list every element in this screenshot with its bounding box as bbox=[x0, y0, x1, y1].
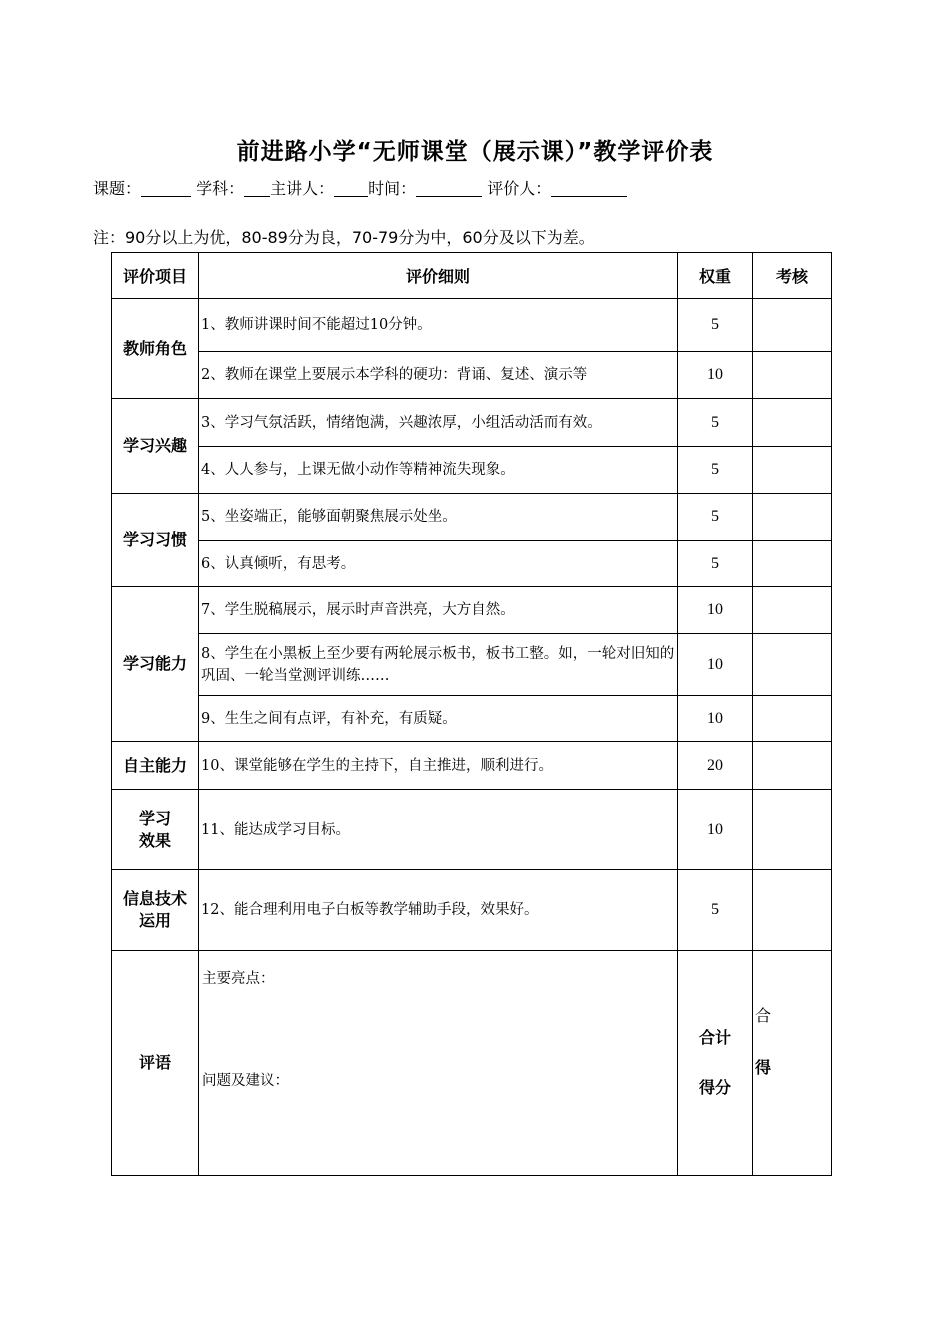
header-weight: 权重 bbox=[678, 253, 753, 299]
score-cell[interactable] bbox=[753, 399, 832, 447]
criterion-weight: 5 bbox=[678, 299, 753, 352]
criterion-detail: 4、人人参与，上课无做小动作等精神流失现象。 bbox=[199, 447, 678, 494]
criterion-detail: 8、学生在小黑板上至少要有两轮展示板书，板书工整。如，一轮对旧知的巩固、一轮当堂测评训练…… bbox=[199, 634, 678, 696]
criterion-weight: 5 bbox=[678, 447, 753, 494]
total-label-line1: 合计 bbox=[698, 1028, 731, 1047]
total-score-label bbox=[678, 951, 753, 1176]
criterion-weight: 5 bbox=[678, 399, 753, 447]
category-effect: 学习 效果 bbox=[112, 790, 199, 870]
criterion-detail: 11、能达成学习目标。 bbox=[199, 790, 678, 870]
category-habit: 学习习惯 bbox=[112, 494, 199, 587]
category-interest: 学习兴趣 bbox=[112, 399, 199, 494]
criterion-detail: 6、认真倾听，有思考。 bbox=[199, 541, 678, 587]
criterion-weight: 5 bbox=[678, 870, 753, 951]
criterion-detail: 9、生生之间有点评，有补充，有质疑。 bbox=[199, 696, 678, 742]
table-row bbox=[112, 742, 832, 790]
evaluator-field[interactable] bbox=[551, 180, 627, 197]
score-cell[interactable] bbox=[753, 541, 832, 587]
evaluator-label: 评价人： bbox=[487, 179, 552, 198]
highlights-label: 主要亮点： bbox=[202, 971, 275, 987]
table-row bbox=[112, 299, 832, 352]
got-text-1: 合 bbox=[755, 1006, 772, 1025]
criterion-detail: 5、坐姿端正，能够面朝聚焦展示处坐。 bbox=[199, 494, 678, 541]
table-row bbox=[112, 790, 832, 870]
total-score-cell[interactable] bbox=[753, 951, 832, 1176]
category-remarks: 评语 bbox=[112, 951, 199, 1176]
score-cell[interactable] bbox=[753, 352, 832, 399]
topic-label: 课题： bbox=[93, 179, 142, 198]
criterion-detail: 3、学习气氛活跃，情绪饱满，兴趣浓厚，小组活动活而有效。 bbox=[199, 399, 678, 447]
score-cell[interactable] bbox=[753, 790, 832, 870]
time-label: 时间： bbox=[368, 179, 417, 198]
header-item: 评价项目 bbox=[112, 253, 199, 299]
time-field[interactable] bbox=[416, 180, 482, 197]
remarks-cell[interactable] bbox=[199, 951, 678, 1176]
category-tech: 信息技术 运用 bbox=[112, 870, 199, 951]
score-cell[interactable] bbox=[753, 587, 832, 634]
score-cell[interactable] bbox=[753, 634, 832, 696]
header-check: 考核 bbox=[753, 253, 832, 299]
total-label-line2: 得分 bbox=[698, 1078, 731, 1097]
criterion-weight: 5 bbox=[678, 541, 753, 587]
table-row bbox=[112, 587, 832, 634]
criterion-weight: 10 bbox=[678, 634, 753, 696]
grading-note: 注：90分以上为优，80-89分为良，70-79分为中，60分及以下为差。 bbox=[93, 228, 595, 247]
table-row bbox=[112, 634, 832, 696]
page-title: 前进路小学“无师课堂（展示课）”教学评价表 bbox=[236, 139, 714, 165]
evaluation-table bbox=[111, 252, 832, 1176]
criterion-detail: 2、教师在课堂上要展示本学科的硬功：背诵、复述、演示等 bbox=[199, 352, 678, 399]
subject-label: 学科： bbox=[196, 179, 245, 198]
category-ability: 学习能力 bbox=[112, 587, 199, 742]
table-row bbox=[112, 399, 832, 447]
table-header-row bbox=[112, 253, 832, 299]
speaker-label: 主讲人： bbox=[270, 179, 335, 198]
score-cell[interactable] bbox=[753, 742, 832, 790]
table-row bbox=[112, 870, 832, 951]
remarks-row bbox=[112, 951, 832, 1176]
score-cell[interactable] bbox=[753, 870, 832, 951]
category-autonomy: 自主能力 bbox=[112, 742, 199, 790]
table-row bbox=[112, 494, 832, 541]
criterion-detail: 1、教师讲课时间不能超过10分钟。 bbox=[199, 299, 678, 352]
table-row bbox=[112, 447, 832, 494]
criterion-detail: 12、能合理利用电子白板等教学辅助手段，效果好。 bbox=[199, 870, 678, 951]
score-cell[interactable] bbox=[753, 494, 832, 541]
criterion-weight: 10 bbox=[678, 352, 753, 399]
table-row bbox=[112, 541, 832, 587]
category-teacher: 教师角色 bbox=[112, 299, 199, 399]
form-meta-line bbox=[93, 176, 627, 199]
criterion-detail: 10、课堂能够在学生的主持下，自主推进，顺利进行。 bbox=[199, 742, 678, 790]
score-cell[interactable] bbox=[753, 696, 832, 742]
score-cell[interactable] bbox=[753, 447, 832, 494]
speaker-field[interactable] bbox=[334, 180, 368, 197]
score-cell[interactable] bbox=[753, 299, 832, 352]
table-row bbox=[112, 352, 832, 399]
criterion-weight: 20 bbox=[678, 742, 753, 790]
suggestions-label: 问题及建议： bbox=[202, 1073, 289, 1089]
criterion-weight: 10 bbox=[678, 587, 753, 634]
got-text-2: 得 bbox=[755, 1058, 772, 1077]
criterion-weight: 10 bbox=[678, 696, 753, 742]
criterion-detail: 7、学生脱稿展示，展示时声音洪亮，大方自然。 bbox=[199, 587, 678, 634]
criterion-weight: 5 bbox=[678, 494, 753, 541]
subject-field[interactable] bbox=[244, 180, 270, 197]
header-detail: 评价细则 bbox=[199, 253, 678, 299]
criterion-weight: 10 bbox=[678, 790, 753, 870]
table-row bbox=[112, 696, 832, 742]
topic-field[interactable] bbox=[141, 180, 191, 197]
